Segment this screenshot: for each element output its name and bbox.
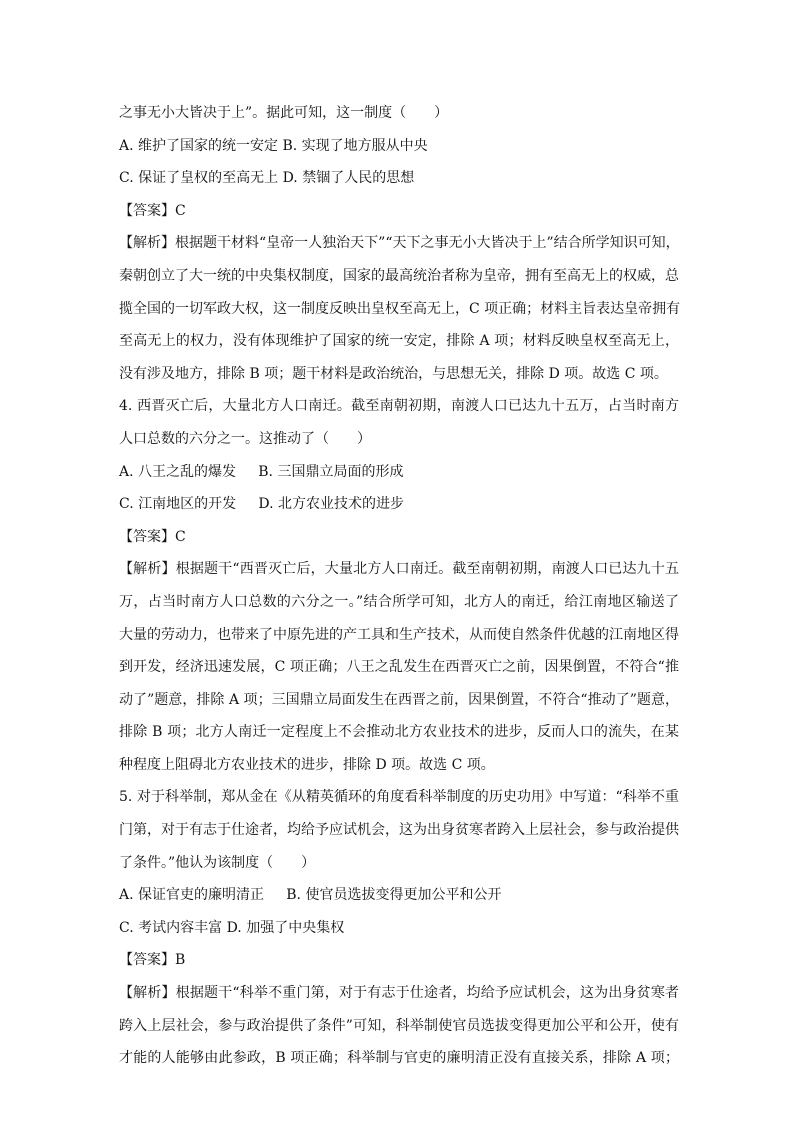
option-line: A. 保证官吏的廉明清正 B. 使官员选拔变得更加公平和公开 <box>119 887 502 904</box>
analysis-line: 【解析】根据题干材料“皇帝一人独治天下”“天下之事无小大皆决于上”结合所学知识可知， <box>119 235 680 252</box>
document-body <box>119 97 679 1075</box>
analysis-line: 秦朝创立了大一统的中央集权制度，国家的最高统治者称为皇帝，拥有至高无上的权威，总 <box>119 267 679 284</box>
answer-line: 【答案】C <box>119 528 186 545</box>
question-line: 4. 西晋灭亡后，大量北方人口南迁。截至南朝初期，南渡人口已达九十五万，占当时南方 <box>119 398 679 415</box>
question-line: 门第，对于有志于仕途者，均给予应试机会，这为出身贫寒者跨入上层社会，参与政治提供 <box>119 822 679 839</box>
question-line: 人口总数的六分之一。这推动了（ ） <box>119 430 371 447</box>
option-line: C. 考试内容丰富 D. 加强了中央集权 <box>119 919 345 936</box>
analysis-line: 大量的劳动力，也带来了中原先进的产工具和生产技术，从而使自然条件优越的江南地区得 <box>119 626 679 643</box>
analysis-line: 跨入上层社会，参与政治提供了条件”可知，科举制使官员选拔变得更加公平和公开，使有 <box>119 1017 679 1034</box>
answer-line: 【答案】C <box>119 202 186 219</box>
option-line: C. 江南地区的开发 D. 北方农业技术的进步 <box>119 496 404 513</box>
analysis-line: 【解析】根据题干“科举不重门第，对于有志于仕途者，均给予应试机会，这为出身贫寒者 <box>119 985 679 1002</box>
option-line: A. 维护了国家的统一安定 B. 实现了地方服从中央 <box>119 137 428 154</box>
analysis-line: 没有涉及地方，排除 B 项；题干材料是政治统治，与思想无关，排除 D 项。故选 C 项。 <box>119 365 668 382</box>
analysis-line: 才能的人能够由此参政，B 项正确；科举制与官吏的廉明清正没有直接关系，排除 A 项； <box>119 1050 679 1067</box>
question-line: 5. 对于科举制，郑从金在《从精英循环的角度看科举制度的历史功用》中写道：“科举不重 <box>119 789 679 806</box>
analysis-line: 揽全国的一切军政大权，这一制度反映出皇权至高无上，C 项正确；材料主旨表达皇帝拥有 <box>119 300 681 317</box>
analysis-line: 种程度上阻碍北方农业技术的进步，排除 D 项。故选 C 项。 <box>119 756 495 773</box>
text-line: 之事无小大皆决于上”。据此可知，这一制度（ ） <box>119 105 449 121</box>
analysis-line: 到开发，经济迅速发展，C 项正确；八王之乱发生在西晋灭亡之前，因果倒置，不符合“推 <box>119 659 679 676</box>
analysis-line: 【解析】根据题干“西晋灭亡后，大量北方人口南迁。截至南朝初期，南渡人口已达九十五 <box>119 561 679 578</box>
option-line: C. 保证了皇权的至高无上 D. 禁锢了人民的思想 <box>119 170 415 187</box>
analysis-line: 排除 B 项；北方人南迁一定程度上不会推动北方农业技术的进步，反而人口的流失，在某 <box>119 724 679 741</box>
analysis-line: 万，占当时南方人口总数的六分之一。”结合所学可知，北方人的南迁，给江南地区输送了 <box>119 593 679 610</box>
analysis-line: 至高无上的权力，没有体现维护了国家的统一安定，排除 A 项；材料反映皇权至高无上， <box>119 333 679 350</box>
option-line: A. 八王之乱的爆发 B. 三国鼎立局面的形成 <box>119 463 404 480</box>
question-line: 了条件。”他认为该制度（ ） <box>119 854 316 871</box>
answer-line: 【答案】B <box>119 952 186 969</box>
analysis-line: 动了”题意，排除 A 项；三国鼎立局面发生在西晋之前，因果倒置，不符合“推动了”题意， <box>119 691 679 708</box>
